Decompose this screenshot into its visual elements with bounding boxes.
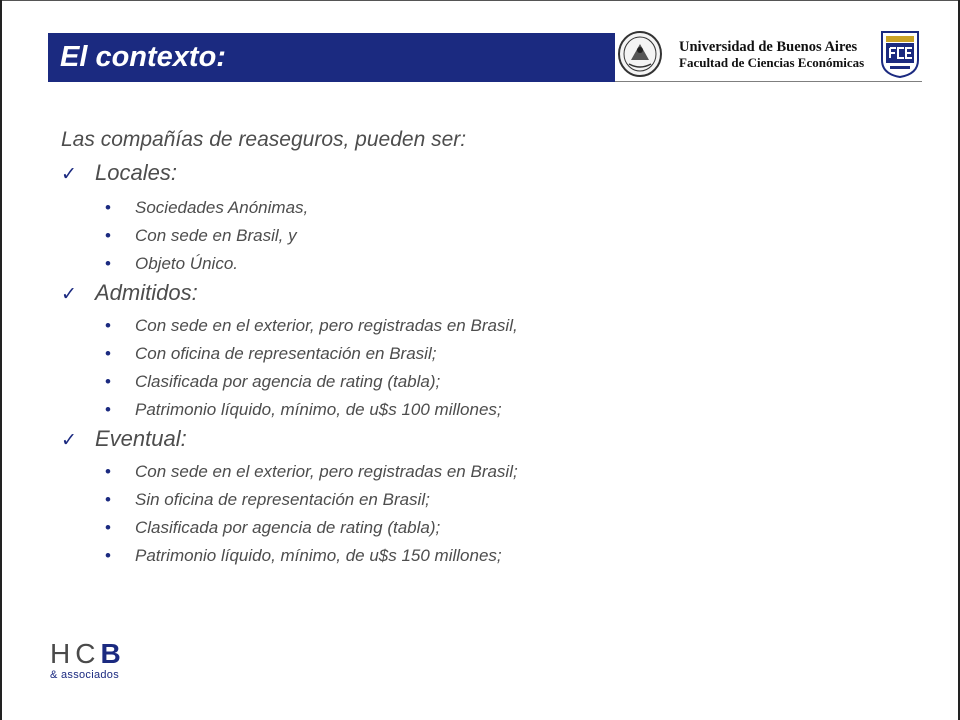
category-locales (61, 160, 177, 186)
list-item (105, 198, 308, 218)
header-rule (615, 81, 922, 82)
university-name (679, 40, 864, 70)
slide-title: El contexto: (60, 41, 226, 73)
list-item (105, 518, 440, 538)
list-item-text: Clasificada por agencia de rating (tabla); (135, 372, 441, 391)
hcb-letters-hc: HC (50, 638, 101, 669)
bullet-icon: • (105, 254, 111, 273)
bullet-icon: • (105, 546, 111, 565)
list-item (105, 372, 440, 392)
bullet-icon: • (105, 518, 111, 537)
bullet-icon: • (105, 490, 111, 509)
bullet-icon: • (105, 198, 111, 217)
category-label: Admitidos: (95, 280, 198, 305)
check-icon: ✓ (61, 284, 77, 305)
hcb-letter-b: B (100, 638, 126, 669)
intro-text: Las compañías de reaseguros, pueden ser: (61, 128, 467, 151)
list-item (105, 462, 518, 482)
list-item-text: Patrimonio líquido, mínimo, de u$s 150 millones; (135, 546, 502, 565)
category-label: Eventual: (95, 426, 187, 451)
university-line2: Facultad de Ciencias Económicas (679, 55, 865, 70)
list-item-text: Sociedades Anónimas, (135, 198, 309, 217)
list-item (105, 226, 297, 246)
slide-left-border (0, 0, 2, 720)
list-item-text: Con sede en el exterior, pero registradas en Brasil; (135, 462, 518, 481)
list-item-text: Con sede en Brasil, y (135, 226, 297, 245)
bullet-icon: • (105, 226, 111, 245)
list-item (105, 490, 430, 510)
category-eventual (61, 426, 187, 452)
university-line1: Universidad de Buenos Aires (679, 39, 858, 55)
list-item-text: Objeto Único. (135, 254, 238, 273)
category-label: Locales: (95, 160, 177, 185)
title-bar (48, 33, 615, 82)
slide-top-border (0, 0, 960, 1)
list-item (105, 344, 436, 364)
list-item-text: Patrimonio líquido, mínimo, de u$s 100 millones; (135, 400, 502, 419)
uba-seal-icon (617, 30, 663, 78)
list-item (105, 400, 502, 420)
hcb-logo (50, 640, 126, 681)
hcb-tagline: & associados (50, 669, 120, 681)
bullet-icon: • (105, 344, 111, 363)
list-item (105, 316, 518, 336)
list-item (105, 546, 502, 566)
list-item-text: Clasificada por agencia de rating (tabla); (135, 518, 441, 537)
fce-crest-icon (880, 30, 920, 78)
bullet-icon: • (105, 316, 111, 335)
list-item-text: Sin oficina de representación en Brasil; (135, 490, 430, 509)
list-item-text: Con sede en el exterior, pero registradas en Brasil, (135, 316, 518, 335)
bullet-icon: • (105, 462, 111, 481)
check-icon: ✓ (61, 430, 77, 451)
list-item (105, 254, 238, 274)
list-item-text: Con oficina de representación en Brasil; (135, 344, 437, 363)
check-icon: ✓ (61, 164, 77, 185)
bullet-icon: • (105, 400, 111, 419)
category-admitidos (61, 280, 198, 306)
bullet-icon: • (105, 372, 111, 391)
hcb-letters (50, 640, 126, 668)
